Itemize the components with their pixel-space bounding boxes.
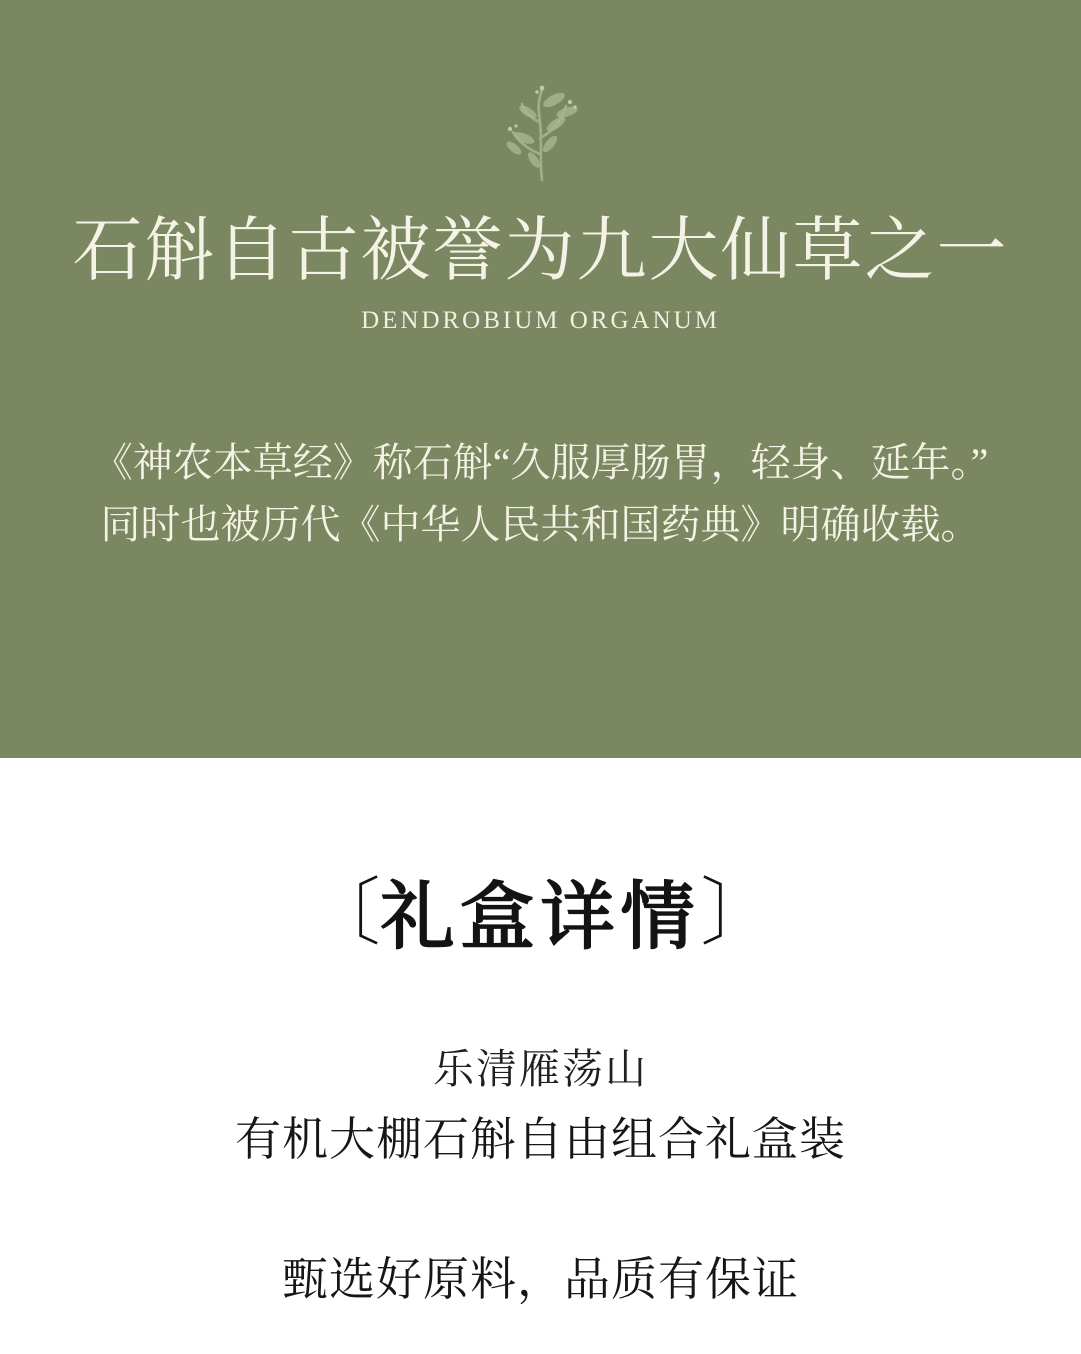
section-title-label: 礼盒详情 [380,877,701,959]
section-title-bracket-right: 〕 [700,873,775,955]
quality-claim-text: 甄选好原料，品质有保证 [282,1254,799,1305]
hero-subtitle: DENDROBIUM ORGANUM [361,307,720,334]
hero-paragraph-line2: 同时也被历代《中华人民共和国药典》明确收载。 [100,502,981,547]
plant-decoration [0,82,1081,187]
origin-text: 乐清雁荡山 [433,1046,648,1092]
hero-title: 石斛自古被誉为九大仙草之一 [72,213,1009,290]
section-title-bracket-left: 〔 [306,873,381,955]
dendrobium-sprig-icon [498,169,584,186]
hero-paragraph [0,432,1081,556]
hero-paragraph-line1: 《神农本草经》称石斛“久服厚肠胃，轻身、延年。” [92,440,989,485]
product-name-text: 有机大棚石斛自由组合礼盒装 [235,1114,846,1165]
section-title [0,868,1081,968]
